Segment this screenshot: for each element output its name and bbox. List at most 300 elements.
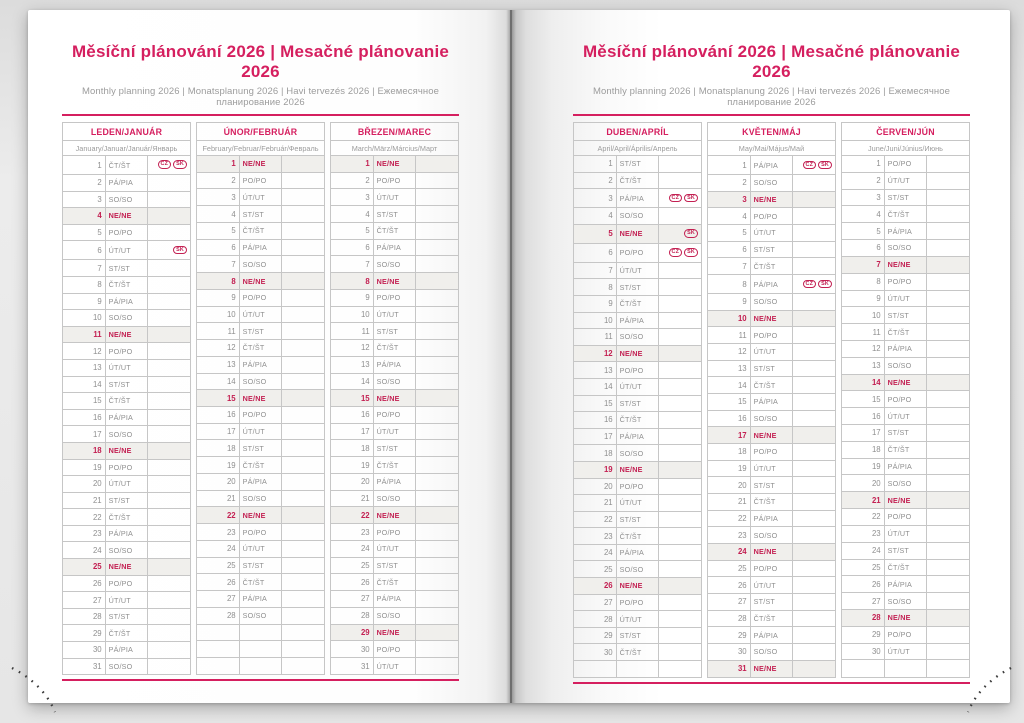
day-name-cell: PÁ/PIA: [750, 275, 793, 294]
day-name-cell: PÁ/PIA: [239, 473, 282, 490]
day-notes-cell: [148, 492, 191, 509]
day-row: [197, 641, 325, 658]
day-row: [197, 574, 325, 591]
day-row: [331, 407, 459, 424]
day-name-cell: NE/NE: [105, 326, 148, 343]
day-number-cell: 7: [197, 256, 240, 273]
day-notes-cell: [793, 510, 836, 527]
day-number-cell: 19: [708, 460, 751, 477]
day-number-cell: 1: [708, 156, 751, 175]
day-notes-cell: [793, 377, 836, 394]
day-notes-cell: [659, 661, 702, 678]
month-table: [841, 122, 970, 678]
day-row: [331, 658, 459, 675]
day-name-cell: NE/NE: [884, 492, 927, 509]
day-row: [842, 643, 970, 660]
day-row: [331, 557, 459, 574]
day-number-cell: 15: [331, 390, 374, 407]
day-notes-cell: [793, 477, 836, 494]
day-row: [331, 390, 459, 407]
day-row: [197, 306, 325, 323]
day-row: [574, 243, 702, 262]
day-notes-cell: [148, 575, 191, 592]
day-row: [331, 189, 459, 206]
day-row: [708, 327, 836, 344]
day-notes-cell: [282, 641, 325, 658]
day-notes-cell: [927, 357, 970, 374]
day-row: [574, 627, 702, 644]
day-name-cell: ČT/ŠT: [616, 644, 659, 661]
day-number-cell: 22: [574, 511, 617, 528]
day-notes-cell: [927, 273, 970, 290]
day-name-cell: ČT/ŠT: [616, 412, 659, 429]
month-table-body: [63, 156, 191, 675]
month-table-head: [63, 123, 191, 156]
day-notes-cell: [659, 172, 702, 189]
day-name-cell: ÚT/UT: [884, 408, 927, 425]
day-notes-cell: [416, 172, 459, 189]
title-rule: [62, 114, 459, 116]
day-notes-cell: [282, 574, 325, 591]
day-number-cell: 8: [331, 273, 374, 290]
day-row: [842, 374, 970, 391]
day-notes-cell: [416, 390, 459, 407]
page-left-content: [62, 10, 459, 681]
day-notes-cell: [793, 327, 836, 344]
day-row: [708, 360, 836, 377]
day-notes-cell: [659, 428, 702, 445]
day-name-cell: PÁ/PIA: [884, 340, 927, 357]
day-row: [63, 276, 191, 293]
day-notes-cell: [282, 440, 325, 457]
month-title-row: [708, 123, 836, 141]
day-row: [574, 644, 702, 661]
day-name-cell: PO/PO: [373, 641, 416, 658]
day-number-cell: 5: [331, 222, 374, 239]
day-name-cell: ÚT/UT: [373, 306, 416, 323]
day-row: [197, 607, 325, 624]
day-row: [842, 324, 970, 341]
day-name-cell: PO/PO: [616, 243, 659, 262]
day-number-cell: 4: [842, 206, 885, 223]
month-table: [707, 122, 836, 678]
day-notes-cell: [793, 493, 836, 510]
day-name-cell: NE/NE: [105, 208, 148, 225]
day-number-cell: 9: [197, 289, 240, 306]
day-number-cell: 3: [574, 189, 617, 208]
day-name-cell: NE/NE: [884, 256, 927, 273]
day-row: [197, 189, 325, 206]
month-table-body: [574, 156, 702, 678]
day-notes-cell: [793, 175, 836, 192]
day-notes-cell: [148, 293, 191, 310]
day-notes-cell: [282, 239, 325, 256]
day-row: [63, 359, 191, 376]
day-row: [197, 490, 325, 507]
day-number-cell: 15: [574, 395, 617, 412]
day-notes-cell: [927, 391, 970, 408]
day-name-cell: ÚT/UT: [105, 592, 148, 609]
day-number-cell: 13: [63, 359, 106, 376]
day-name-cell: ST/ST: [750, 477, 793, 494]
day-notes-cell: [282, 658, 325, 675]
day-number-cell: 5: [708, 225, 751, 242]
day-notes-cell: [282, 289, 325, 306]
day-row: [331, 423, 459, 440]
day-notes-cell: [927, 172, 970, 189]
day-name-cell: NE/NE: [616, 578, 659, 595]
day-row: [63, 575, 191, 592]
day-row: [708, 225, 836, 242]
day-name-cell: ČT/ŠT: [239, 457, 282, 474]
day-notes-cell: [282, 407, 325, 424]
month-table: [573, 122, 702, 678]
day-name-cell: NE/NE: [373, 156, 416, 173]
day-notes-cell: [659, 378, 702, 395]
day-notes-cell: [282, 540, 325, 557]
day-name-cell: ČT/ŠT: [105, 393, 148, 410]
day-notes-cell: [148, 509, 191, 526]
day-name-cell: ST/ST: [884, 189, 927, 206]
day-notes-cell: [659, 511, 702, 528]
day-number-cell: 11: [574, 329, 617, 346]
day-name-cell: PÁ/PIA: [750, 394, 793, 411]
day-name-cell: ÚT/UT: [884, 643, 927, 660]
day-name-cell: ÚT/UT: [373, 423, 416, 440]
day-name-cell: PÁ/PIA: [105, 175, 148, 192]
day-row: [842, 441, 970, 458]
day-name-cell: PO/PO: [239, 289, 282, 306]
day-row: [574, 362, 702, 379]
day-row: [197, 423, 325, 440]
page-subtitle: Monthly planning 2026 | Monatsplanung 2026 | Havi tervezés 2026 | Ежемесячное планирование 2026: [81, 86, 440, 108]
month-title: ČERVEN/JÚN: [842, 123, 970, 141]
day-name-cell: [239, 658, 282, 675]
day-number-cell: 2: [197, 172, 240, 189]
day-notes-cell: [659, 189, 702, 208]
holiday-badge-cz: CZ: [803, 280, 817, 289]
day-number-cell: 20: [331, 473, 374, 490]
day-number-cell: 29: [331, 624, 374, 641]
day-name-cell: ST/ST: [373, 206, 416, 223]
day-name-cell: ČT/ŠT: [239, 340, 282, 357]
day-notes-cell: [416, 189, 459, 206]
day-name-cell: ČT/ŠT: [373, 574, 416, 591]
day-notes-cell: [659, 395, 702, 412]
day-notes-cell: [416, 457, 459, 474]
day-name-cell: PO/PO: [884, 273, 927, 290]
day-name-cell: ST/ST: [373, 323, 416, 340]
day-notes-cell: [927, 374, 970, 391]
day-name-cell: ČT/ŠT: [616, 528, 659, 545]
day-number-cell: 7: [63, 260, 106, 277]
day-row: [574, 279, 702, 296]
day-number-cell: 1: [63, 156, 106, 175]
day-number-cell: 13: [842, 357, 885, 374]
day-number-cell: 3: [63, 191, 106, 208]
day-row: [63, 224, 191, 241]
month-languages-row: [197, 141, 325, 156]
day-row: [63, 492, 191, 509]
day-row: [331, 206, 459, 223]
day-row: [331, 273, 459, 290]
day-name-cell: PO/PO: [373, 172, 416, 189]
day-name-cell: PO/PO: [750, 560, 793, 577]
day-notes-cell: [927, 660, 970, 677]
day-number-cell: 8: [63, 276, 106, 293]
day-number-cell: 30: [842, 643, 885, 660]
day-number-cell: 9: [842, 290, 885, 307]
day-row: [708, 344, 836, 361]
day-name-cell: NE/NE: [884, 374, 927, 391]
day-row: [708, 577, 836, 594]
day-number-cell: 10: [842, 307, 885, 324]
day-notes-cell: [282, 524, 325, 541]
day-name-cell: NE/NE: [105, 442, 148, 459]
day-row: [63, 326, 191, 343]
day-name-cell: PÁ/PIA: [616, 189, 659, 208]
day-row: [63, 343, 191, 360]
day-name-cell: ÚT/UT: [239, 423, 282, 440]
day-name-cell: ČT/ŠT: [105, 276, 148, 293]
day-notes-cell: [927, 256, 970, 273]
day-number-cell: 10: [63, 310, 106, 327]
day-row: [708, 241, 836, 258]
day-notes-cell: [282, 340, 325, 357]
day-row: [63, 191, 191, 208]
day-number-cell: 25: [842, 559, 885, 576]
day-name-cell: SO/SO: [750, 294, 793, 311]
day-notes-cell: [148, 343, 191, 360]
day-name-cell: ÚT/UT: [750, 344, 793, 361]
day-row: [197, 156, 325, 173]
day-name-cell: PO/PO: [884, 156, 927, 173]
day-row: [197, 340, 325, 357]
day-number-cell: 13: [708, 360, 751, 377]
day-name-cell: SO/SO: [884, 475, 927, 492]
day-number-cell: 10: [708, 310, 751, 327]
day-row: [574, 528, 702, 545]
day-row: [197, 239, 325, 256]
day-notes-cell: [927, 441, 970, 458]
day-row: [574, 478, 702, 495]
day-row: [842, 626, 970, 643]
day-row: [574, 172, 702, 189]
day-name-cell: ČT/ŠT: [750, 377, 793, 394]
day-number-cell: 19: [331, 457, 374, 474]
day-notes-cell: [659, 208, 702, 225]
day-row: [842, 156, 970, 173]
day-number-cell: 21: [63, 492, 106, 509]
day-number-cell: [197, 624, 240, 641]
day-name-cell: ST/ST: [616, 395, 659, 412]
day-notes-cell: [793, 427, 836, 444]
day-name-cell: PÁ/PIA: [884, 458, 927, 475]
day-row: [331, 607, 459, 624]
day-notes-cell: [793, 410, 836, 427]
day-name-cell: PO/PO: [105, 343, 148, 360]
day-notes-cell: [416, 206, 459, 223]
day-notes-cell: [659, 461, 702, 478]
day-name-cell: PÁ/PIA: [239, 239, 282, 256]
day-notes-cell: [148, 559, 191, 576]
day-name-cell: ČT/ŠT: [884, 206, 927, 223]
day-number-cell: [197, 641, 240, 658]
day-row: [197, 557, 325, 574]
day-notes-cell: [659, 412, 702, 429]
day-notes-cell: [793, 610, 836, 627]
day-number-cell: 1: [574, 156, 617, 173]
day-row: [197, 172, 325, 189]
day-row: [197, 440, 325, 457]
day-number-cell: 30: [63, 642, 106, 659]
day-number-cell: 3: [197, 189, 240, 206]
day-row: [708, 175, 836, 192]
day-number-cell: 18: [574, 445, 617, 462]
day-name-cell: PÁ/PIA: [373, 239, 416, 256]
day-name-cell: ČT/ŠT: [373, 222, 416, 239]
day-notes-cell: [927, 189, 970, 206]
day-row: [574, 428, 702, 445]
day-row: [708, 427, 836, 444]
day-number-cell: 23: [63, 525, 106, 542]
day-number-cell: 14: [331, 373, 374, 390]
day-notes-cell: [148, 208, 191, 225]
day-number-cell: 16: [708, 410, 751, 427]
day-notes-cell: [793, 543, 836, 560]
day-number-cell: 4: [63, 208, 106, 225]
day-row: [842, 408, 970, 425]
day-number-cell: 18: [197, 440, 240, 457]
day-row: [574, 544, 702, 561]
day-number-cell: 28: [63, 608, 106, 625]
day-row: [63, 525, 191, 542]
day-number-cell: 25: [708, 560, 751, 577]
month-title-row: [842, 123, 970, 141]
day-row: [574, 511, 702, 528]
day-number-cell: 16: [574, 412, 617, 429]
day-notes-cell: [148, 625, 191, 642]
day-notes-cell: [282, 591, 325, 608]
day-row: [331, 239, 459, 256]
day-name-cell: ÚT/UT: [239, 540, 282, 557]
day-number-cell: 18: [63, 442, 106, 459]
day-number-cell: 5: [574, 224, 617, 243]
month-languages-row: [331, 141, 459, 156]
day-row: [842, 357, 970, 374]
day-notes-cell: [793, 275, 836, 294]
day-name-cell: PÁ/PIA: [750, 627, 793, 644]
day-notes-cell: [793, 344, 836, 361]
day-notes-cell: [416, 490, 459, 507]
day-notes-cell: [659, 295, 702, 312]
day-row: [708, 310, 836, 327]
day-row: [842, 593, 970, 610]
day-row: [331, 641, 459, 658]
day-number-cell: 9: [63, 293, 106, 310]
day-number-cell: [574, 661, 617, 678]
day-number-cell: 19: [197, 457, 240, 474]
day-notes-cell: [148, 393, 191, 410]
day-name-cell: ÚT/UT: [616, 495, 659, 512]
day-number-cell: 6: [842, 240, 885, 257]
day-notes-cell: [416, 591, 459, 608]
day-row: [574, 208, 702, 225]
book-spread: [28, 10, 1010, 703]
day-notes-cell: [793, 444, 836, 461]
day-number-cell: 30: [708, 643, 751, 660]
day-notes-cell: [927, 458, 970, 475]
day-number-cell: 15: [708, 394, 751, 411]
day-row: [842, 542, 970, 559]
day-row: [708, 627, 836, 644]
month-table: [196, 122, 325, 675]
day-notes-cell: [282, 473, 325, 490]
day-number-cell: 20: [197, 473, 240, 490]
day-notes-cell: [927, 425, 970, 442]
day-number-cell: 2: [842, 172, 885, 189]
day-row: [197, 457, 325, 474]
day-notes-cell: [659, 224, 702, 243]
day-row: [197, 524, 325, 541]
day-name-cell: PO/PO: [373, 524, 416, 541]
day-row: [708, 294, 836, 311]
day-name-cell: ČT/ŠT: [105, 156, 148, 175]
day-name-cell: ČT/ŠT: [239, 574, 282, 591]
day-name-cell: PÁ/PIA: [373, 473, 416, 490]
day-row: [331, 172, 459, 189]
day-name-cell: ČT/ŠT: [884, 441, 927, 458]
day-row: [63, 608, 191, 625]
day-number-cell: 19: [574, 461, 617, 478]
day-name-cell: ST/ST: [884, 307, 927, 324]
day-notes-cell: [659, 561, 702, 578]
day-row: [331, 540, 459, 557]
day-notes-cell: [148, 326, 191, 343]
day-row: [708, 377, 836, 394]
day-notes-cell: [659, 611, 702, 628]
day-name-cell: PÁ/PIA: [884, 576, 927, 593]
day-notes-cell: [659, 627, 702, 644]
day-name-cell: NE/NE: [105, 559, 148, 576]
day-name-cell: PÁ/PIA: [239, 356, 282, 373]
day-number-cell: 16: [63, 409, 106, 426]
day-number-cell: 1: [331, 156, 374, 173]
day-row: [63, 393, 191, 410]
day-notes-cell: [282, 306, 325, 323]
day-row: [574, 156, 702, 173]
month-title-row: [331, 123, 459, 141]
day-notes-cell: [927, 223, 970, 240]
day-number-cell: 23: [574, 528, 617, 545]
day-notes-cell: [927, 492, 970, 509]
day-name-cell: ÚT/UT: [616, 262, 659, 279]
day-number-cell: 8: [708, 275, 751, 294]
day-number-cell: 10: [331, 306, 374, 323]
day-number-cell: 24: [197, 540, 240, 557]
day-row: [197, 256, 325, 273]
month-title: BŘEZEN/MAREC: [331, 123, 459, 141]
day-row: [842, 256, 970, 273]
day-name-cell: PO/PO: [750, 327, 793, 344]
day-number-cell: 19: [63, 459, 106, 476]
day-name-cell: SO/SO: [750, 175, 793, 192]
day-notes-cell: [148, 658, 191, 675]
day-row: [63, 310, 191, 327]
day-number-cell: 14: [197, 373, 240, 390]
day-row: [842, 660, 970, 677]
month-table: [330, 122, 459, 675]
